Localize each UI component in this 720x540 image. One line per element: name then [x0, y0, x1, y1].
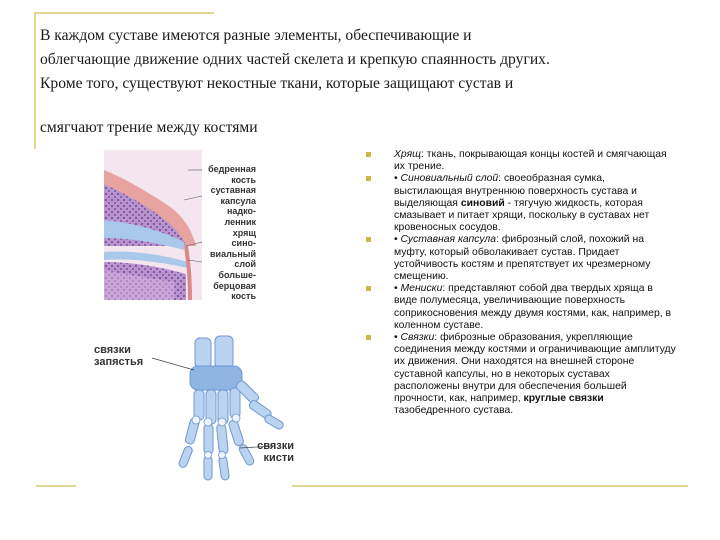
hand-label-line: связки [257, 440, 294, 452]
knee-labels [208, 164, 256, 302]
wrist-ligaments-label [94, 344, 143, 368]
knee-label: суставная [210, 185, 256, 196]
knee-label: больше- [218, 269, 256, 280]
separator: : [496, 234, 502, 246]
title-line-4: смягчают трение между костями [40, 119, 258, 136]
term: Хрящ [394, 149, 421, 160]
knee-label: капсула [220, 195, 256, 206]
definition: фиброзные образования, укрепляющие соединения между костями и ограничивающие амплитуду их движения. Они находятся на внешней стороне суставной капсулы, но в некоторых суставах расположены внутри для обеспечения большей прочности, как, например, [394, 332, 676, 405]
knee-label: сино- [231, 238, 256, 249]
knee-label: надко- [226, 206, 256, 217]
wrist-label-line: запястья [94, 356, 144, 368]
knee-label: слой [234, 259, 256, 270]
list-item [366, 149, 676, 173]
inline-bullet: • [394, 283, 401, 295]
definition-continued: - тягучую жидкость, которая смазывает и питает хрящи, поскольку в суставах нет кровеносных сосудов. [394, 197, 650, 234]
emphasis: синовий [460, 197, 505, 209]
hand-label-line: кисти [263, 452, 294, 464]
knee-joint-figure [104, 150, 294, 300]
definition: фиброзный слой, похожий на муфту, который обволакивает сустав. Придает устойчивость костям и препятствует их чрезмерному смещению. [394, 234, 651, 283]
term: Мениски [400, 283, 443, 295]
list-item [366, 283, 676, 332]
slide-title [40, 24, 690, 140]
title-line-2: облегчающие движение одних частей скелета и крепкую спаянность других. [40, 51, 550, 68]
bullet-square-icon [366, 286, 371, 291]
inline-bullet: • [394, 173, 401, 185]
list-item [366, 332, 676, 417]
list-item [366, 234, 676, 283]
bottom-rule-left [36, 485, 76, 487]
wrist-label-line: связки [94, 344, 131, 356]
knee-label: хрящ [232, 227, 256, 238]
definition: своеобразная сумка, выстилающая внутреннюю поверхность сустава и выделяющая [394, 173, 637, 209]
bullet-square-icon [366, 237, 371, 242]
title-line-3: Кроме того, существуют некостные ткани, которые защищают сустав и [40, 75, 514, 92]
knee-joint-illustration [104, 150, 294, 300]
separator: : [442, 283, 449, 295]
separator: : [498, 173, 504, 185]
knee-label: бедренная [208, 164, 256, 174]
definition-continued: тазобедренного сустава. [394, 405, 514, 417]
inline-bullet: • [394, 234, 401, 246]
term: Связки [400, 332, 435, 344]
term: Синовиальный слой [400, 173, 499, 185]
emphasis: круглые связки [523, 393, 604, 405]
knee-label: виальный [210, 248, 256, 259]
bottom-rule-right [292, 485, 688, 487]
definitions-list [366, 149, 676, 417]
hand-ligaments-figure [90, 330, 300, 490]
knee-label: кость [231, 291, 256, 302]
frame-top-rule [34, 12, 214, 14]
knee-label: кость [231, 174, 256, 185]
list-item [366, 173, 676, 234]
definition: ткань, покрывающая концы костей и смягчающая их трение. [394, 149, 667, 173]
knee-label: берцовая [213, 280, 256, 291]
bullet-square-icon [366, 335, 371, 340]
separator: : [421, 149, 427, 160]
separator: : [434, 332, 441, 344]
inline-bullet: • [394, 332, 401, 344]
bullet-square-icon [366, 152, 371, 157]
knee-label: ленник [224, 216, 256, 227]
frame-left-rule [34, 12, 36, 149]
bullet-square-icon [366, 176, 371, 181]
title-line-1: В каждом суставе имеются разные элементы, обеспечивающие и [40, 27, 472, 44]
hand-ligaments-label [257, 440, 294, 464]
term: Суставная капсула [400, 234, 497, 246]
definition: представляют собой два твердых хряща в виде полумесяца, увеличивающие поверхность соприкосновения между двумя костями, как, например, в коленном суставе. [394, 283, 672, 331]
